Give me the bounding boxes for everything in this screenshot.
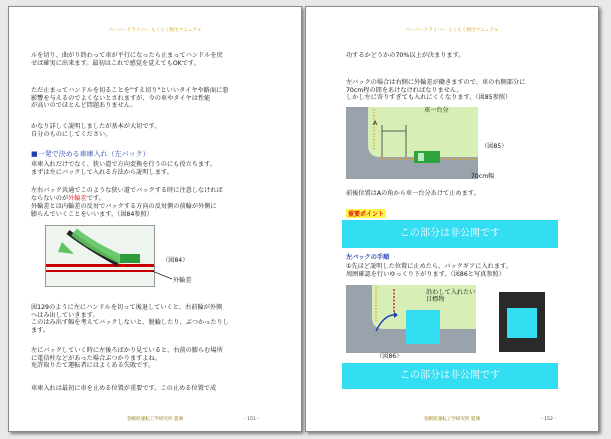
paragraph: 車庫入れだけでなく、狭い道で方向変換を行うのにも役立ちます。 まずは左にバックして入れる方法から説明します。 — [31, 161, 217, 176]
left-page — [8, 6, 302, 432]
paragraph: ただ止まってハンドルを切ることを"すえ切り"といいタイヤや路面に悪 影響を与えるのでよくないとされますが、今の車やタイヤは性能 が高いのでほとんど問題ありません。 — [31, 87, 229, 110]
hidden-image-patch — [406, 310, 440, 344]
paragraph: ①先ほど説明した位置に止めたら、バックギアに入れます。 周囲確認を行いゆっくり下がります。（図86と写真参照） — [346, 263, 512, 278]
page-number: - 151 - — [243, 417, 259, 422]
figure-85-label: （図85） — [481, 143, 508, 150]
paragraph: 車庫入れは最初に車を止める位置が重要です。この止める位置で成 — [31, 385, 217, 392]
hidden-content-block: この部分は非公開です — [342, 363, 558, 389]
key-point-title: 重要ポイント — [348, 211, 385, 218]
figure-84-drawing — [46, 226, 154, 286]
outer-wheel-diff-term: 外輪差 — [68, 194, 87, 202]
right-page — [305, 6, 599, 432]
page-header: ペーパードライバー らくらく脱出マニュアル — [405, 28, 499, 33]
page-header: ペーパードライバー らくらく脱出マニュアル — [108, 28, 202, 33]
paragraph: 左右バック共通でこのような狭い道でバックする時に注意しなければ ならないのが外輪差です。 — [31, 187, 223, 202]
paragraph: 左にバックしていく時に左後ろばかり見ていると、右前の膨らむ場所 に電信柱などがあった場合ぶつかりますよね。 免許取りたて運転者にはよくある失敗です。 — [31, 347, 223, 370]
figure-85-drawing — [346, 107, 478, 179]
pointer-line — [152, 269, 174, 281]
paragraph: ルを切り、曲がり終わって車が平行になったら止まってハンドルを戻 せば確実に出来ます。最初はこれで感覚を覚えてもOKです。 — [31, 52, 223, 67]
point-a-label: A — [373, 120, 378, 127]
section-heading: ■一発で決める車庫入れ（左バック） — [31, 150, 150, 158]
figure-85 — [346, 107, 478, 179]
car-length-label: 車一台分 — [424, 107, 449, 114]
procedure-title: 左バックの手順 — [346, 254, 390, 261]
paragraph: かなり詳しく説明しましたが基本が大切です。 自分のものにしてください。 — [31, 123, 161, 138]
paragraph: 図129のように左にハンドルを切って後退していくと、右前輪が外側 へはみ出していきます。 このはみ出す幅を考えてバックしないと、脱輪したり、ぶつかったりし ます。 — [31, 304, 229, 334]
margin-label: 70cm幅 — [471, 173, 495, 180]
page-footer: 金剛原運転工学研究所 監修 — [126, 417, 184, 422]
hidden-content-block: この部分は非公開です — [342, 220, 558, 248]
target-object-note: 沿わして入れたい 目標物 — [426, 289, 476, 303]
paragraph: 功するかどうかの70%以上が決まります。 — [346, 52, 465, 59]
photo — [499, 292, 545, 352]
figure-84-label: （図84） — [162, 257, 189, 264]
paragraph: 前後位置はAの角から車一台分あけて止めます。 — [346, 190, 480, 197]
paragraph: 外輪差とは内輪差の反対でバックする方向の反対側の前輪が外側に 膨らんでいくことをいいます。（図84参照） — [31, 203, 217, 218]
page-footer: 金剛原運転工学研究所 監修 — [423, 417, 481, 422]
page-number: - 152 - — [540, 417, 556, 422]
figure-84 — [45, 225, 155, 287]
hidden-photo-patch — [507, 308, 537, 338]
figure-86-label: （図86） — [376, 353, 403, 360]
figure-84-note: 外輪差 — [173, 277, 192, 284]
paragraph: 左バックの場合は右側に外輪差が働きますので、車の右側部分に 70cm程の間をあけなければなりません。 しかし左に寄りすぎても入れにくくなります。（図85参照） — [346, 79, 526, 102]
